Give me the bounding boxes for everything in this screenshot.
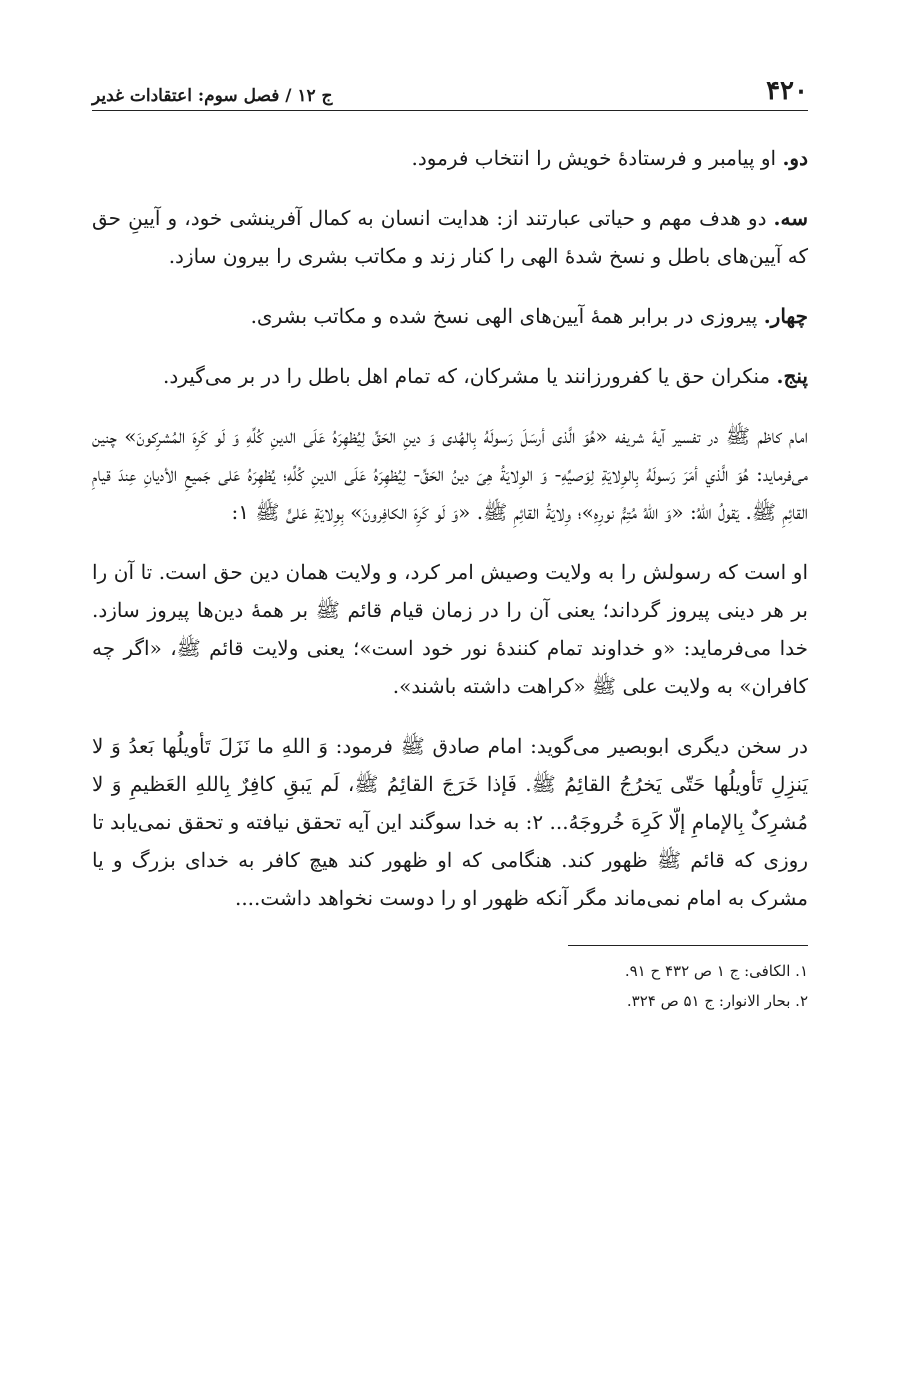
paragraph — [92, 297, 808, 335]
paragraph-text: پیروزی در برابر همهٔ آیین‌های الهی نسخ شده و مکاتب بشری. — [250, 304, 764, 328]
document-page — [92, 62, 808, 1016]
body-text — [92, 139, 808, 917]
paragraph — [92, 199, 808, 275]
paragraph — [92, 553, 808, 705]
paragraph-lead: چهار. — [763, 304, 808, 328]
paragraph — [92, 727, 808, 917]
paragraph-text: او پیامبر و فرستادهٔ خویش را انتخاب فرمود. — [411, 146, 783, 170]
page-number: ۴۲۰ — [766, 76, 808, 106]
paragraph — [92, 139, 808, 177]
footnotes — [92, 945, 808, 1016]
paragraph-lead: سه. — [773, 206, 808, 230]
page-header — [92, 62, 808, 111]
footnote-rule — [568, 945, 808, 946]
footnote: ۲. بحار الانوار: ج ۵۱ ص ۳۲۴. — [626, 992, 808, 1010]
running-title: ج ۱۲ / فصل سوم: اعتقادات غدیر — [92, 86, 333, 106]
paragraph-text: امام کاظم ﷺ در تفسیر آیهٔ شریفه «هُوَ الَّذی أرسَلَ رَسولَهُ بِالهُدی وَ دینِ الحَقِّ لِیُظهِرَهُ عَلَی الدینِ کُلِّهِ وَ لَو کَرِهَ المُشرِکونَ» چنین می‌فرماید: هُوَ الَّذي أمَرَ رَسولَهُ بِالوِلایَةِ لِوَصیِّهِ- وَ الوِلایَةُ هِیَ دینُ الحَقِّ- لِیُظهِرَهُ عَلَی الدینِ کُلِّهِ؛ یُظهِرَهُ عَلی جَمیعِ الأدیانِ عِندَ قیامِ القائِمِ ﷺ. یَقولُ اللهُ: «وَ اللهُ مُتِمُّ نورِهِ»؛ وِلایَةُ القائِمِ ﷺ. «وَ لَو کَرِهَ الکافِرونَ» بِوِلایَةِ عَلیٍّ ﷺ ۱: — [92, 424, 808, 524]
paragraph-text: منکران حق یا کفرورزانند یا مشرکان، که تمام اهل باطل را در بر می‌گیرد. — [162, 364, 777, 388]
paragraph-text: دو هدف مهم و حیاتی عبارتند از: هدایت انسان به کمال آفرینشی خود، و آیینِ حق که آیین‌های باطل و نسخ شدهٔ الهی را کنار زند و مکاتب بشری را بیرون سازد. — [92, 206, 808, 268]
paragraph-text: در سخن دیگری ابوبصیر می‌گوید: امام صادق ﷺ فرمود: وَ اللهِ ما نَزَلَ تَأویلُها بَعدُ وَ لا یَنزِلِ تَأویلُها حَتّی یَخرُجُ القائِمُ ﷺ. فَإذا خَرَجَ القائِمُ ﷺ، لَم یَبقِ کافِرٌ بِاللهِ العَظیمِ وَ لا مُشرِکٌ بِالإمامِ إلّا کَرِهَ خُروجَهُ... ۲: به خدا سوگند این آیه تحقق نیافته و تحقق نمی‌یابد تا روزی که قائم ﷺ ظهور کند. هنگامی که او ظهور کند هیچ کافر به خدای بزرگ و یا مشرک به امام نمی‌ماند مگر آنکه ظهور او را دوست نخواهد داشت.... — [92, 734, 808, 910]
paragraph-lead: پنج. — [776, 364, 808, 388]
paragraph — [92, 417, 808, 531]
paragraph-lead: دو. — [782, 146, 808, 170]
footnote: ۱. الکافی: ج ۱ ص ۴۳۲ ح ۹۱. — [624, 962, 808, 980]
paragraph — [92, 357, 808, 395]
paragraph-text: او است که رسولش را به ولایت وصیش امر کرد، و ولایت همان دین حق است. تا آن را بر هر دینی پیروز گرداند؛ یعنی آن را در زمان قیام قائم ﷺ بر همهٔ دین‌ها پیروز سازد. خدا می‌فرماید: «و خداوند تمام کنندهٔ نور خود است»؛ یعنی ولایت قائم ﷺ، «اگر چه کافران» به ولایت علی ﷺ «کراهت داشته باشند». — [92, 560, 808, 698]
